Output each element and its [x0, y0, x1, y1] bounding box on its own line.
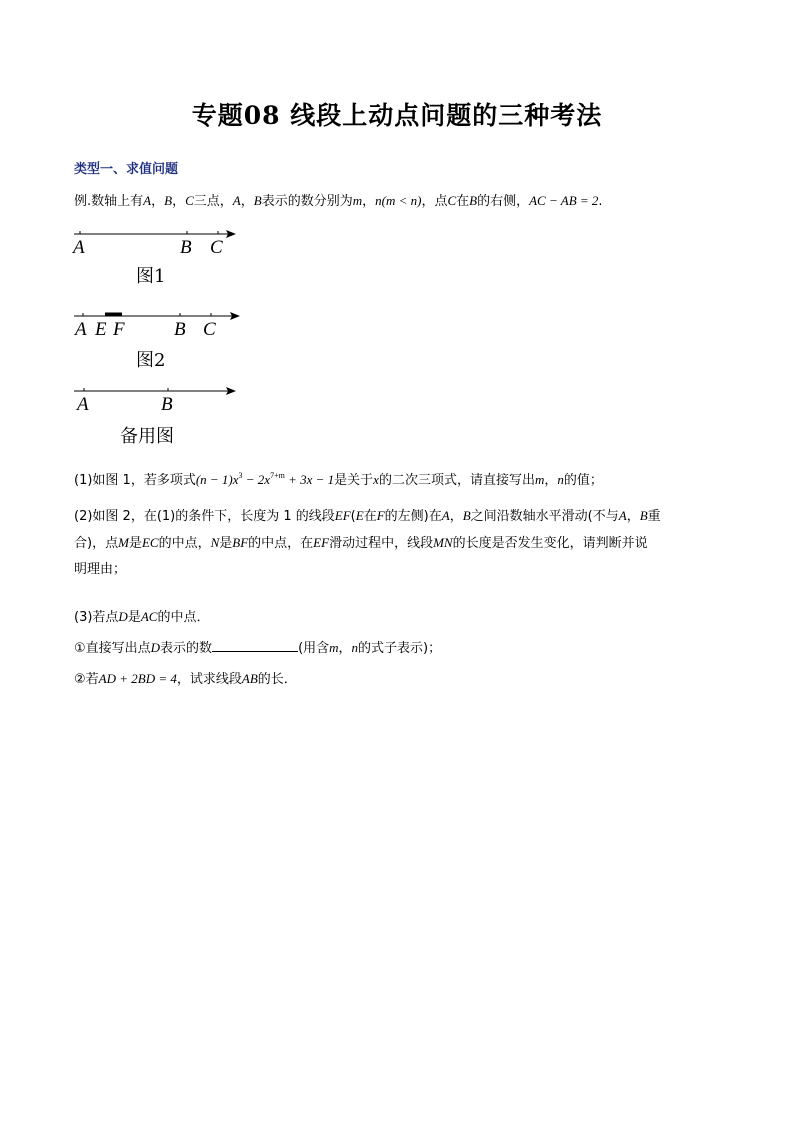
- section-heading: 类型一、求值问题: [74, 162, 179, 177]
- figure-2-caption: 图2: [136, 350, 166, 371]
- figure-3-caption: 备用图: [120, 426, 174, 447]
- label-c: C: [210, 237, 223, 258]
- label-b: B: [174, 319, 186, 340]
- figure-1-caption: 图1: [136, 266, 166, 287]
- label-b: B: [161, 394, 173, 415]
- question-2-line-3: 明理由；: [74, 562, 127, 577]
- answer-blank[interactable]: [212, 639, 298, 652]
- label-f: F: [113, 319, 125, 340]
- example-statement: 例.数轴上有A，B，C三点，A，B表示的数分别为m，n(m < n)，点C在B的右侧，AC − AB = 2.: [74, 193, 603, 209]
- figure-1-number-line: [66, 222, 246, 258]
- question-3: [74, 602, 441, 695]
- label-e: E: [95, 319, 107, 340]
- figure-3-number-line: [66, 380, 246, 416]
- label-a: A: [77, 394, 89, 415]
- question-3-part-1: ①直接写出点D表示的数 (用含m，n的式子表示)；: [74, 640, 442, 656]
- question-2-line-1: (2)如图 2，在(1)的条件下，长度为 1 的线段EF(E在F的左侧)在A，B之间沿数轴水平滑动(不与A，B重: [74, 508, 661, 524]
- figure-2-number-line: [66, 304, 246, 340]
- question-1: (1)如图 1，若多项式$(n - 1)x^3 - 2x^{7+m} + 3x - 1$是关于x的二次三项式，请直接写出m，n的值；: [74, 471, 603, 488]
- question-3-part-2: ②若AD + 2BD = 4，试求线段AB的长．: [74, 671, 297, 687]
- page-title: 专题08 线段上动点问题的三种考法: [191, 101, 603, 130]
- label-b: B: [180, 237, 192, 258]
- question-3-stem: (3)若点D是AC的中点．: [74, 609, 210, 625]
- label-a: A: [75, 319, 87, 340]
- question-2: [74, 503, 724, 583]
- question-2-line-2: 合)，点M是EC的中点，N是BF的中点，在EF滑动过程中，线段MN的长度是否发生变化，请判断并说: [74, 535, 648, 551]
- label-a: A: [73, 237, 85, 258]
- label-c: C: [203, 319, 216, 340]
